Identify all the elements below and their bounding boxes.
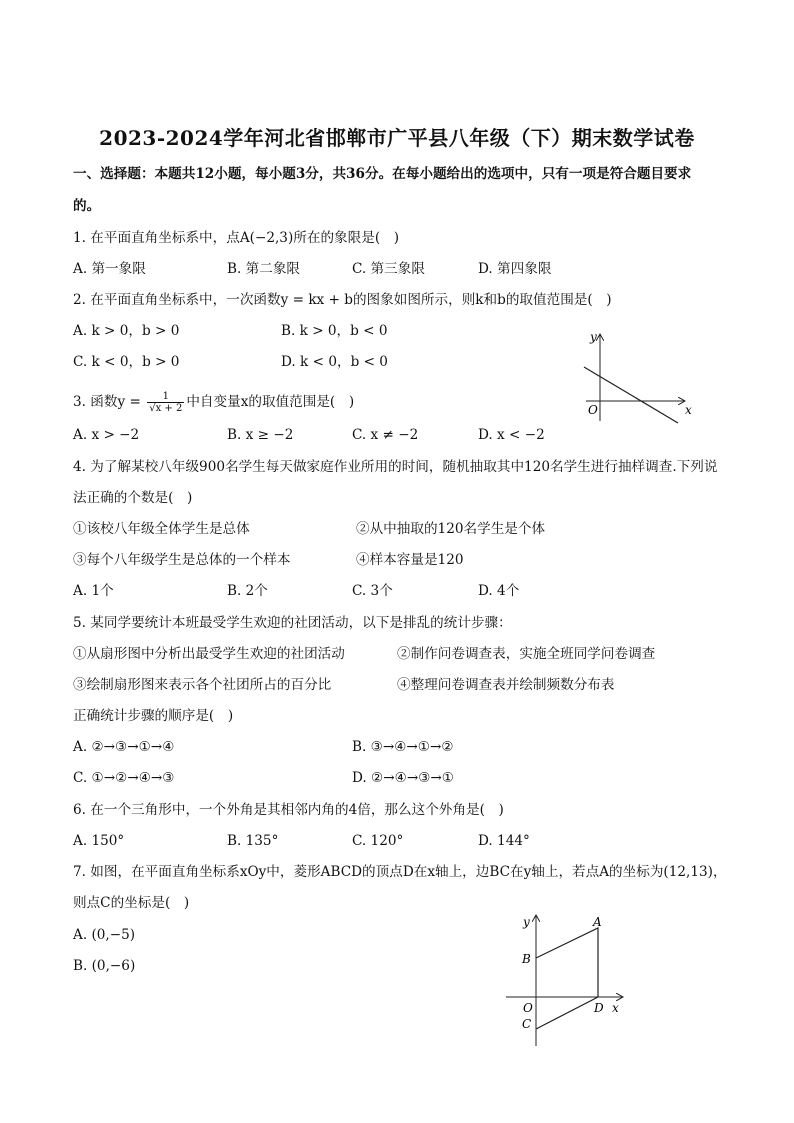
q6-option-c: C. 120° [352, 833, 404, 849]
q7-option-b: B. (0,−6) [73, 958, 136, 974]
q7-point-d-label: D [594, 1001, 604, 1015]
q1-option-a: A. 第一象限 [73, 261, 146, 277]
q1-option-d: D. 第四象限 [478, 261, 552, 277]
q2-option-d: D. k < 0，b < 0 [281, 354, 388, 370]
question-3-stem [73, 391, 354, 414]
q1-option-c: C. 第三象限 [352, 261, 425, 277]
section-heading: 一、选择题：本题共12小题，每小题3分，共36分。在每小题给出的选项中，只有一项是符合题目要求 [73, 166, 692, 182]
q3-option-a: A. x > −2 [73, 427, 140, 443]
q3-fraction-numerator: 1 [162, 391, 169, 402]
q5-option-b: B. ③→④→①→② [352, 739, 454, 755]
q5-option-c: C. ①→②→④→③ [73, 770, 175, 786]
q4-statement-2: ②从中抽取的120名学生是个体 [356, 521, 546, 537]
exam-title: 2023-2024学年河北省邯郸市广平县八年级（下）期末数学试卷 [99, 126, 695, 150]
q7-point-a-label: A [593, 915, 602, 929]
question-1-stem: 1. 在平面直角坐标系中，点A(−2,3)所在的象限是( ) [73, 230, 400, 246]
q7-x-label: x [612, 1001, 619, 1015]
question-2-stem: 2. 在平面直角坐标系中，一次函数y = kx + b的图象如图所示，则k和b的取值范围是( ) [73, 292, 612, 308]
q2-y-label: y [590, 330, 597, 344]
q6-option-a: A. 150° [73, 833, 125, 849]
q2-option-c: C. k < 0，b > 0 [73, 354, 180, 370]
q6-option-d: D. 144° [478, 833, 530, 849]
q3-option-d: D. x < −2 [478, 427, 545, 443]
q2-x-label: x [685, 403, 692, 417]
q4-statement-1: ①该校八年级全体学生是总体 [73, 521, 250, 537]
q5-statement-1: ①从扇形图中分析出最受学生欢迎的社团活动 [73, 646, 345, 662]
q4-statement-3: ③每个八年级学生是总体的一个样本 [73, 552, 291, 568]
question-7-stem: 7. 如图，在平面直角坐标系xOy中，菱形ABCD的顶点D在x轴上，边BC在y轴上，若点A的坐标为(12,13)， [73, 864, 727, 880]
q2-origin-label: O [588, 403, 598, 417]
q7-origin-label: O [523, 1001, 533, 1015]
q5-statement-2: ②制作问卷调查表，实施全班同学问卷调查 [397, 646, 656, 662]
q3-option-b: B. x ≥ −2 [227, 427, 294, 443]
question-7-stem-cont: 则点C的坐标是( ) [73, 895, 190, 911]
q4-option-b: B. 2个 [227, 583, 268, 599]
q7-rhombus-graph [498, 908, 638, 1053]
q2-function-line [584, 367, 678, 423]
q7-option-a: A. (0,−5) [73, 927, 136, 943]
q7-point-b-label: B [522, 952, 531, 966]
section-heading-cont: 的。 [73, 198, 101, 214]
q4-option-a: A. 1个 [73, 583, 114, 599]
question-5-stem-2: 正确统计步骤的顺序是( ) [73, 708, 234, 724]
q7-y-label: y [523, 915, 530, 929]
q5-statement-3: ③绘制扇形图来表示各个社团所占的百分比 [73, 677, 332, 693]
question-4-stem-cont: 法正确的个数是( ) [73, 490, 193, 506]
q2-option-b: B. k > 0，b < 0 [281, 323, 388, 339]
q6-option-b: B. 135° [227, 833, 279, 849]
question-5-stem: 5. 某同学要统计本班最受学生欢迎的社团活动，以下是排乱的统计步骤： [73, 615, 512, 631]
question-4-stem: 4. 为了解某校八年级900名学生每天做家庭作业所用的时间，随机抽取其中120名学生进行抽样调查.下列说 [73, 459, 718, 475]
q4-statement-4: ④样本容量是120 [356, 552, 464, 568]
q3-option-c: C. x ≠ −2 [352, 427, 419, 443]
q2-linear-function-graph [578, 325, 698, 425]
q1-option-b: B. 第二象限 [227, 261, 301, 277]
q4-option-c: C. 3个 [352, 583, 393, 599]
q5-statement-4: ④整理问卷调查表并绘制频数分布表 [397, 677, 615, 693]
q3-fraction-denominator: √x + 2 [149, 403, 183, 414]
q7-rhombus [536, 928, 598, 1029]
q7-point-c-label: C [522, 1017, 532, 1031]
q5-option-d: D. ②→④→③→① [352, 770, 454, 786]
q2-option-a: A. k > 0，b > 0 [73, 323, 180, 339]
q3-stem-pre: 3. 函数y = [73, 394, 146, 410]
q3-fraction [147, 391, 184, 414]
q3-stem-post: 中自变量x的取值范围是( ) [186, 394, 355, 410]
question-6-stem: 6. 在一个三角形中，一个外角是其相邻内角的4倍，那么这个外角是( ) [73, 802, 504, 818]
q4-option-d: D. 4个 [478, 583, 520, 599]
q5-option-a: A. ②→③→①→④ [73, 739, 175, 755]
